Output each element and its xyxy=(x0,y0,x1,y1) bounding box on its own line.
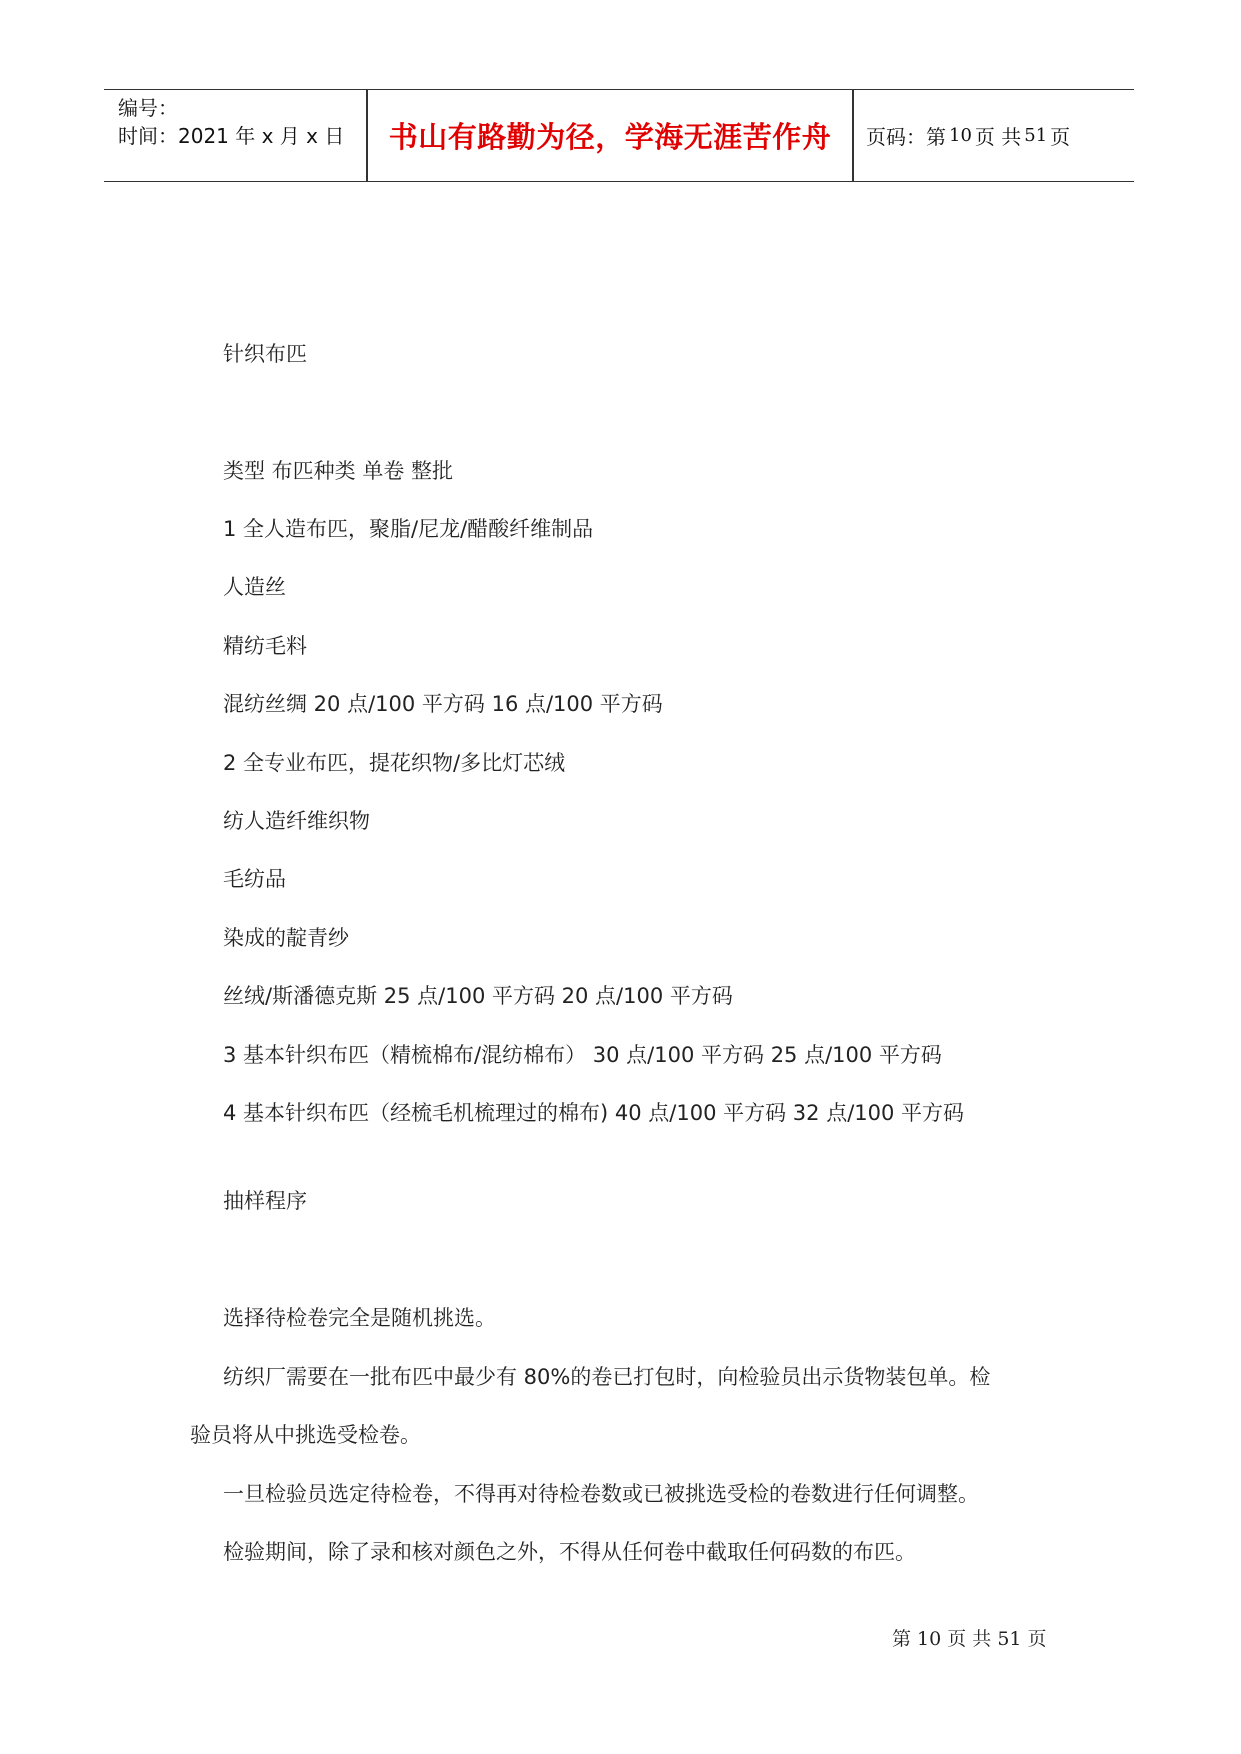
table-row: 4 基本针织布匹（经梳毛机梳理过的棉布) 40 点/100 平方码 32 点/100 平方码 xyxy=(223,1101,965,1125)
table-row: 毛纺品 xyxy=(223,867,286,891)
header-motto: 书山有路勤为径，学海无涯苦作舟 xyxy=(388,120,832,154)
table-header: 类型 布匹种类 单卷 整批 xyxy=(223,459,454,483)
table-row: 丝绒/斯潘德克斯 25 点/100 平方码 20 点/100 平方码 xyxy=(223,984,733,1008)
table-row: 精纺毛料 xyxy=(223,634,307,658)
table-row: 纺人造纤维织物 xyxy=(223,809,370,833)
section-title: 针织布匹 xyxy=(223,342,307,366)
page-suffix: 页 xyxy=(1050,125,1071,149)
table-row: 人造丝 xyxy=(223,575,286,599)
paragraph: 选择待检卷完全是随机挑选。 xyxy=(223,1306,496,1330)
document-number-label: 编号： xyxy=(118,96,178,120)
table-row: 3 基本针织布匹（精梳棉布/混纺棉布） 30 点/100 平方码 25 点/100 平方码 xyxy=(223,1043,942,1067)
paragraph: 一旦检验员选定待检卷，不得再对待检卷数或已被挑选受检的卷数进行任何调整。 xyxy=(223,1482,979,1506)
table-row: 2 全专业布匹，提花织物/多比灯芯绒 xyxy=(223,751,566,775)
page-prefix: 页码：第 xyxy=(866,125,946,149)
paragraph: 纺织厂需要在一批布匹中最少有 80%的卷已打包时，向检验员出示货物装包单。检 xyxy=(223,1365,991,1389)
page-current: 10 xyxy=(949,125,972,146)
page-header xyxy=(104,89,1134,182)
table-row: 混纺丝绸 20 点/100 平方码 16 点/100 平方码 xyxy=(223,692,663,716)
table-row: 1 全人造布匹，聚脂/尼龙/醋酸纤维制品 xyxy=(223,517,594,541)
paragraph: 检验期间，除了录和核对颜色之外，不得从任何卷中截取任何码数的布匹。 xyxy=(223,1540,916,1564)
page-total: 51 xyxy=(1024,125,1048,146)
header-page-info xyxy=(866,90,1070,181)
section-subtitle: 抽样程序 xyxy=(223,1189,307,1213)
table-row: 染成的靛青纱 xyxy=(223,926,349,950)
document-time-label: 时间：2021 年 x 月 x 日 xyxy=(118,124,345,148)
page-mid: 页 共 xyxy=(974,125,1022,149)
header-divider xyxy=(852,90,854,181)
header-meta xyxy=(118,94,344,150)
paragraph-continuation: 验员将从中挑选受检卷。 xyxy=(190,1423,421,1447)
page-footer: 第 10 页 共 51 页 xyxy=(892,1628,1047,1650)
